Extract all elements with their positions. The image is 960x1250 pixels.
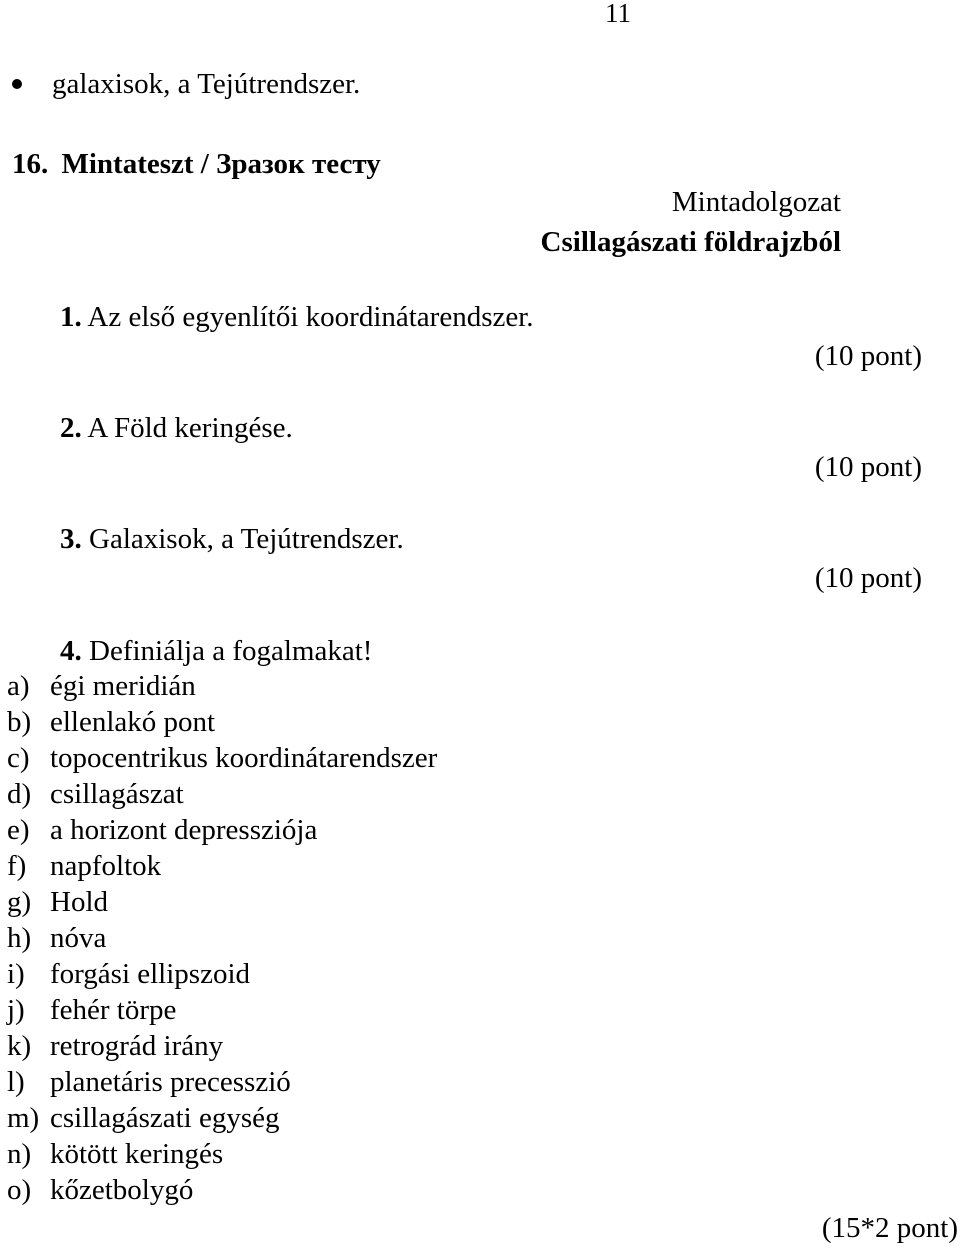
question-number: 2. — [60, 412, 82, 444]
list-item — [7, 996, 176, 1025]
item-text: égi meridián — [50, 670, 196, 702]
question-1-points: (10 pont) — [814, 340, 922, 372]
question-number: 1. — [60, 301, 82, 333]
item-text: a horizont depressziója — [50, 814, 318, 846]
list-item — [7, 1176, 193, 1205]
test-title-line2: Csillagászati földrajzból — [540, 226, 841, 258]
list-item — [7, 1068, 291, 1097]
list-item — [7, 852, 161, 881]
item-label: l) — [7, 1066, 25, 1098]
item-text: nóva — [50, 922, 107, 954]
list-item — [7, 744, 437, 773]
item-text: planetáris precesszió — [50, 1066, 291, 1098]
item-label: m) — [7, 1102, 40, 1134]
list-item — [7, 708, 215, 737]
test-title-line1: Mintadolgozat — [671, 186, 841, 218]
item-label: g) — [7, 886, 32, 918]
item-label: b) — [7, 706, 32, 738]
bullet-icon — [12, 79, 22, 89]
page-number: 11 — [605, 0, 631, 28]
item-label: c) — [7, 742, 30, 774]
item-text: kőzetbolygó — [50, 1174, 194, 1206]
list-item — [7, 1032, 223, 1061]
item-text: forgási ellipszoid — [50, 958, 251, 990]
item-label: e) — [7, 814, 30, 846]
item-text: ellenlakó pont — [50, 706, 216, 738]
item-text: napfoltok — [50, 850, 162, 882]
section-title: Mintateszt / Зразок тесту — [61, 148, 381, 180]
item-label: k) — [7, 1030, 32, 1062]
bullet-text: galaxisok, a Tejútrendszer. — [52, 68, 361, 100]
question-1 — [60, 303, 534, 332]
list-item — [7, 1140, 223, 1169]
item-label: j) — [7, 994, 25, 1026]
question-text: Galaxisok, a Tejútrendszer. — [89, 523, 404, 555]
item-label: o) — [7, 1174, 32, 1206]
list-item — [7, 1104, 280, 1133]
question-text: Az első egyenlítői koordinátarendszer. — [87, 301, 534, 333]
list-item — [7, 924, 106, 953]
list-item — [7, 888, 108, 917]
list-item — [7, 672, 196, 701]
item-text: csillagászat — [50, 778, 184, 810]
item-label: h) — [7, 922, 32, 954]
item-label: d) — [7, 778, 32, 810]
item-text: Hold — [50, 886, 108, 918]
question-text: A Föld keringése. — [87, 412, 293, 444]
item-text: kötött keringés — [50, 1138, 224, 1170]
list-item — [7, 960, 250, 989]
section-heading — [12, 150, 381, 179]
list-item — [7, 780, 184, 809]
item-label: f) — [7, 850, 27, 882]
item-text: topocentrikus koordinátarendszer — [50, 742, 438, 774]
question-2-points: (10 pont) — [814, 451, 922, 483]
question-2 — [60, 414, 293, 443]
question-text: Definiálja a fogalmakat! — [89, 635, 373, 667]
question-4-points: (15*2 pont) — [821, 1212, 958, 1244]
question-4 — [60, 637, 372, 666]
item-text: retrográd irány — [50, 1030, 224, 1062]
section-number: 16. — [12, 148, 49, 180]
test-title — [541, 188, 841, 257]
item-text: fehér törpe — [50, 994, 177, 1026]
question-3 — [60, 525, 404, 554]
question-number: 3. — [60, 523, 82, 555]
list-item — [7, 816, 317, 845]
item-label: a) — [7, 670, 30, 702]
item-label: i) — [7, 958, 25, 990]
item-label: n) — [7, 1138, 32, 1170]
question-3-points: (10 pont) — [814, 562, 922, 594]
item-text: csillagászati egység — [50, 1102, 280, 1134]
question-number: 4. — [60, 635, 82, 667]
